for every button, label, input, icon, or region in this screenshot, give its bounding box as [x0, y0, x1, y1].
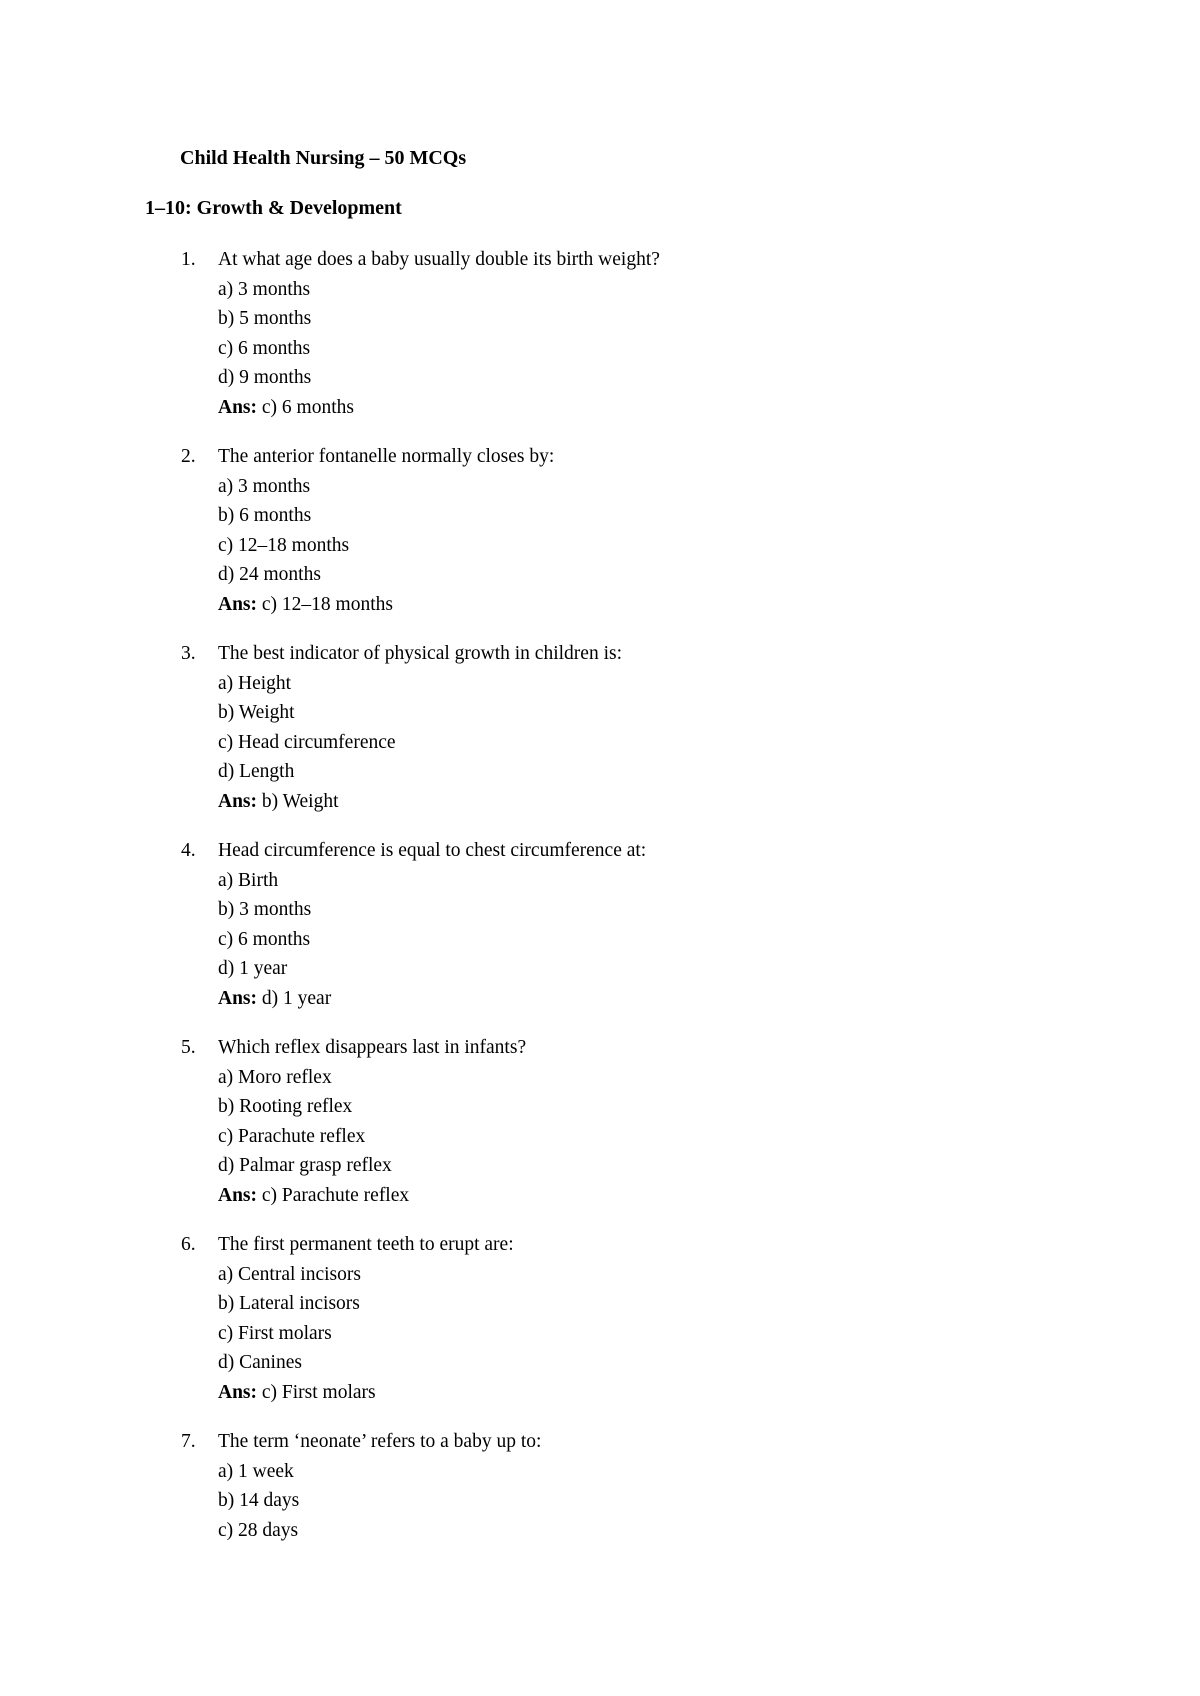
- answer-option: c) 6 months: [218, 928, 311, 950]
- option-line: [0, 1486, 1200, 1516]
- question-line: [0, 442, 1200, 472]
- answer-option: a) Central incisors: [218, 1263, 361, 1285]
- answer-option: d) 9 months: [218, 367, 312, 388]
- answer-key: [218, 787, 339, 817]
- option-line: [0, 560, 1200, 590]
- question-number: 5.: [181, 1037, 196, 1058]
- answer-option: d) Canines: [218, 1352, 302, 1373]
- option-line: [0, 1063, 1200, 1093]
- answer-option: b) Weight: [218, 702, 295, 723]
- answer-value: d) 1 year: [261, 987, 332, 1009]
- question-line: [0, 1033, 1200, 1063]
- option-line: [0, 501, 1200, 531]
- option-line: [0, 698, 1200, 728]
- answer-value: c) 12–18 months: [261, 593, 393, 615]
- answer-option: b) Lateral incisors: [218, 1293, 360, 1314]
- question-text: The first permanent teeth to erupt are:: [218, 1234, 514, 1255]
- answer-line: [0, 393, 1200, 423]
- answer-label: Ans:: [218, 593, 258, 615]
- answer-option: d) 1 year: [218, 958, 288, 979]
- section-heading: 1–10: Growth & Development: [145, 197, 402, 219]
- option-line: [0, 866, 1200, 896]
- option-line: [0, 1151, 1200, 1181]
- option-line: [0, 895, 1200, 925]
- question-line: [0, 245, 1200, 275]
- question-item: [0, 245, 1200, 422]
- answer-option: b) Rooting reflex: [218, 1096, 353, 1117]
- option-line: [0, 531, 1200, 561]
- answer-key: [218, 984, 331, 1014]
- question-list: [0, 245, 1200, 1565]
- answer-option: c) 12–18 months: [218, 534, 350, 556]
- answer-line: [0, 984, 1200, 1014]
- question-text: Head circumference is equal to chest circumference at:: [218, 840, 647, 861]
- question-item: [0, 1427, 1200, 1545]
- question-text: The term ‘neonate’ refers to a baby up to:: [218, 1431, 542, 1452]
- answer-value: b) Weight: [261, 790, 339, 812]
- answer-key: [218, 1378, 376, 1408]
- answer-label: Ans:: [218, 1381, 258, 1403]
- answer-option: b) 14 days: [218, 1490, 300, 1511]
- answer-option: c) Parachute reflex: [218, 1125, 366, 1147]
- question-text: Which reflex disappears last in infants?: [218, 1037, 527, 1058]
- answer-option: a) 1 week: [218, 1460, 294, 1482]
- option-line: [0, 728, 1200, 758]
- question-item: [0, 836, 1200, 1013]
- option-line: [0, 1516, 1200, 1546]
- option-line: [0, 304, 1200, 334]
- question-text: The best indicator of physical growth in children is:: [218, 643, 622, 664]
- option-line: [0, 334, 1200, 364]
- answer-option: d) 24 months: [218, 564, 321, 585]
- answer-line: [0, 590, 1200, 620]
- option-line: [0, 1122, 1200, 1152]
- answer-value: c) Parachute reflex: [261, 1184, 410, 1206]
- option-line: [0, 669, 1200, 699]
- question-item: [0, 1033, 1200, 1210]
- answer-label: Ans:: [218, 396, 258, 418]
- answer-key: [218, 590, 393, 620]
- answer-option: c) 6 months: [218, 337, 311, 359]
- option-line: [0, 1289, 1200, 1319]
- option-line: [0, 757, 1200, 787]
- question-number: 7.: [181, 1431, 196, 1452]
- question-number: 1.: [181, 249, 196, 270]
- answer-option: a) 3 months: [218, 475, 311, 497]
- answer-option: a) Moro reflex: [218, 1066, 332, 1088]
- document-title: Child Health Nursing – 50 MCQs: [180, 147, 467, 169]
- answer-label: Ans:: [218, 987, 258, 1009]
- answer-option: c) Head circumference: [218, 731, 396, 753]
- question-number: 2.: [181, 446, 196, 467]
- answer-line: [0, 1378, 1200, 1408]
- answer-value: c) First molars: [261, 1381, 376, 1403]
- option-line: [0, 363, 1200, 393]
- answer-key: [218, 393, 354, 423]
- answer-option: d) Length: [218, 761, 295, 782]
- question-item: [0, 1230, 1200, 1407]
- question-number: 6.: [181, 1234, 196, 1255]
- answer-option: c) First molars: [218, 1322, 332, 1344]
- option-line: [0, 1092, 1200, 1122]
- answer-option: c) 28 days: [218, 1519, 299, 1541]
- question-line: [0, 639, 1200, 669]
- question-item: [0, 639, 1200, 816]
- answer-option: b) 6 months: [218, 505, 312, 526]
- option-line: [0, 1348, 1200, 1378]
- option-line: [0, 1457, 1200, 1487]
- answer-option: d) Palmar grasp reflex: [218, 1155, 392, 1176]
- answer-option: a) Birth: [218, 869, 279, 891]
- question-number: 4.: [181, 840, 196, 861]
- question-line: [0, 1230, 1200, 1260]
- question-number: 3.: [181, 643, 196, 664]
- answer-option: b) 3 months: [218, 899, 312, 920]
- answer-option: b) 5 months: [218, 308, 312, 329]
- question-text: At what age does a baby usually double its birth weight?: [218, 249, 660, 270]
- option-line: [0, 925, 1200, 955]
- option-line: [0, 954, 1200, 984]
- answer-option: a) Height: [218, 672, 292, 694]
- answer-line: [0, 787, 1200, 817]
- answer-option: a) 3 months: [218, 278, 311, 300]
- option-line: [0, 1319, 1200, 1349]
- answer-label: Ans:: [218, 1184, 258, 1206]
- option-line: [0, 1260, 1200, 1290]
- question-item: [0, 442, 1200, 619]
- question-text: The anterior fontanelle normally closes by:: [218, 446, 555, 467]
- answer-line: [0, 1181, 1200, 1211]
- option-line: [0, 275, 1200, 305]
- answer-value: c) 6 months: [261, 396, 354, 418]
- answer-label: Ans:: [218, 790, 258, 812]
- option-line: [0, 472, 1200, 502]
- question-line: [0, 1427, 1200, 1457]
- question-line: [0, 836, 1200, 866]
- answer-key: [218, 1181, 409, 1211]
